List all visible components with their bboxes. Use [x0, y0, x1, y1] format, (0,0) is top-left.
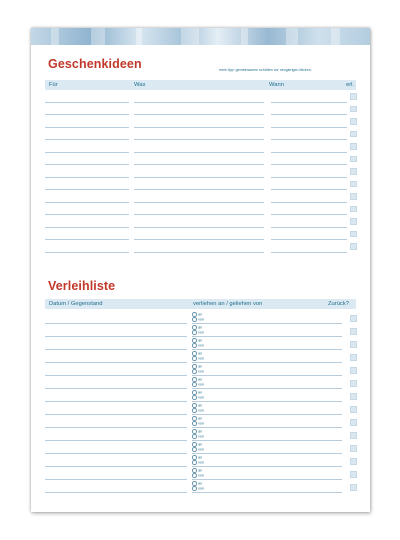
lending-option-von[interactable]: [192, 395, 204, 400]
lending-option-an[interactable]: [192, 481, 202, 486]
lending-row: [45, 415, 356, 428]
radio-circle-icon[interactable]: [192, 455, 197, 460]
lending-returned-checkbox[interactable]: [350, 458, 357, 465]
option-label: an: [198, 364, 203, 369]
lending-person-line[interactable]: [192, 492, 342, 493]
lending-option-an[interactable]: [192, 325, 202, 330]
lending-table-body: [45, 311, 356, 493]
gift-done-checkbox[interactable]: [350, 181, 357, 188]
radio-circle-icon[interactable]: [192, 447, 197, 452]
option-label: an: [198, 416, 203, 421]
lending-returned-checkbox[interactable]: [350, 354, 357, 361]
gift-row: [45, 103, 356, 116]
gift-row: [45, 90, 356, 103]
radio-circle-icon[interactable]: [192, 486, 197, 491]
gift-row: [45, 178, 356, 191]
planner-page: [31, 28, 370, 512]
gift-wann-line[interactable]: [271, 252, 347, 253]
lending-option-an[interactable]: [192, 377, 202, 382]
option-label: an: [198, 481, 203, 486]
radio-circle-icon[interactable]: [192, 351, 197, 356]
gift-done-checkbox[interactable]: [350, 193, 357, 200]
lending-option-von[interactable]: [192, 434, 204, 439]
option-label: von: [198, 473, 204, 478]
option-label: von: [198, 343, 204, 348]
option-label: von: [198, 382, 204, 387]
lending-option-von[interactable]: [192, 447, 204, 452]
lending-returned-checkbox[interactable]: [350, 341, 357, 348]
lending-table-header: [45, 299, 356, 309]
option-label: von: [198, 356, 204, 361]
option-label: von: [198, 317, 204, 322]
lending-option-von[interactable]: [192, 343, 204, 348]
option-label: an: [198, 390, 203, 395]
radio-circle-icon[interactable]: [192, 460, 197, 465]
lending-list-title: Verleihliste: [48, 279, 116, 293]
option-label: von: [198, 395, 204, 400]
gift-row: [45, 190, 356, 203]
lending-row: [45, 376, 356, 389]
col-wann: Wann: [269, 82, 284, 88]
radio-circle-icon[interactable]: [192, 343, 197, 348]
option-label: an: [198, 338, 203, 343]
option-label: von: [198, 421, 204, 426]
lending-returned-checkbox[interactable]: [350, 380, 357, 387]
radio-circle-icon[interactable]: [192, 434, 197, 439]
col-erledigt: erl.: [346, 82, 355, 88]
col-fuer: Für: [49, 82, 58, 88]
col-was: Was: [134, 82, 146, 88]
lending-option-von[interactable]: [192, 473, 204, 478]
gift-row: [45, 115, 356, 128]
lending-option-an[interactable]: [192, 403, 202, 408]
lending-row: [45, 363, 356, 376]
lending-row: [45, 311, 356, 324]
gift-done-checkbox[interactable]: [350, 231, 357, 238]
col-datum-gegenstand: Datum / Gegenstand: [49, 301, 103, 307]
radio-circle-icon[interactable]: [192, 442, 197, 447]
radio-circle-icon[interactable]: [192, 403, 197, 408]
gift-done-checkbox[interactable]: [350, 168, 357, 175]
option-label: an: [198, 403, 203, 408]
lending-option-an[interactable]: [192, 442, 202, 447]
radio-circle-icon[interactable]: [192, 481, 197, 486]
lending-option-an[interactable]: [192, 416, 202, 421]
gift-done-checkbox[interactable]: [350, 243, 357, 250]
lending-row: [45, 428, 356, 441]
radio-circle-icon[interactable]: [192, 356, 197, 361]
option-label: an: [198, 377, 203, 382]
radio-circle-icon[interactable]: [192, 416, 197, 421]
lending-option-an[interactable]: [192, 455, 202, 460]
lending-option-an[interactable]: [192, 429, 202, 434]
lending-row: [45, 441, 356, 454]
lending-returned-checkbox[interactable]: [350, 315, 357, 322]
gift-row: [45, 228, 356, 241]
option-label: an: [198, 312, 203, 317]
option-label: an: [198, 442, 203, 447]
option-label: an: [198, 351, 203, 356]
lending-option-von[interactable]: [192, 317, 204, 322]
option-label: an: [198, 429, 203, 434]
lending-returned-checkbox[interactable]: [350, 393, 357, 400]
lending-row: [45, 389, 356, 402]
gift-done-checkbox[interactable]: [350, 93, 357, 100]
gift-table-header: [45, 80, 356, 90]
lending-returned-checkbox[interactable]: [350, 471, 357, 478]
option-label: von: [198, 330, 204, 335]
radio-circle-icon[interactable]: [192, 317, 197, 322]
lending-returned-checkbox[interactable]: [350, 432, 357, 439]
radio-circle-icon[interactable]: [192, 382, 197, 387]
lending-row: [45, 402, 356, 415]
gift-row: [45, 140, 356, 153]
option-label: von: [198, 447, 204, 452]
lending-option-von[interactable]: [192, 330, 204, 335]
option-label: von: [198, 486, 204, 491]
lending-option-an[interactable]: [192, 364, 202, 369]
gift-row: [45, 215, 356, 228]
option-label: von: [198, 408, 204, 413]
lending-option-an[interactable]: [192, 351, 202, 356]
gift-done-checkbox[interactable]: [350, 131, 357, 138]
radio-circle-icon[interactable]: [192, 369, 197, 374]
lending-option-an[interactable]: [192, 390, 202, 395]
gift-table-body: [45, 90, 356, 253]
gift-row: [45, 165, 356, 178]
header-banner-image: [31, 28, 370, 45]
radio-circle-icon[interactable]: [192, 364, 197, 369]
radio-circle-icon[interactable]: [192, 377, 197, 382]
lending-returned-checkbox[interactable]: [350, 367, 357, 374]
option-label: an: [198, 325, 203, 330]
lending-row: [45, 324, 356, 337]
lending-row: [45, 337, 356, 350]
col-zurueck: Zurück?: [328, 301, 349, 307]
gift-done-checkbox[interactable]: [350, 206, 357, 213]
radio-circle-icon[interactable]: [192, 421, 197, 426]
gift-row: [45, 203, 356, 216]
gift-fuer-line[interactable]: [45, 252, 129, 253]
gift-done-checkbox[interactable]: [350, 156, 357, 163]
option-label: von: [198, 434, 204, 439]
radio-circle-icon[interactable]: [192, 468, 197, 473]
lending-option-von[interactable]: [192, 369, 204, 374]
radio-circle-icon[interactable]: [192, 325, 197, 330]
lending-option-von[interactable]: [192, 356, 204, 361]
lending-row: [45, 480, 356, 493]
option-label: von: [198, 460, 204, 465]
lending-item-line[interactable]: [45, 492, 187, 493]
radio-circle-icon[interactable]: [192, 408, 197, 413]
option-label: an: [198, 468, 203, 473]
gift-row: [45, 128, 356, 141]
gift-done-checkbox[interactable]: [350, 218, 357, 225]
lending-row: [45, 454, 356, 467]
radio-circle-icon[interactable]: [192, 473, 197, 478]
gift-done-checkbox[interactable]: [350, 118, 357, 125]
lending-row: [45, 350, 356, 363]
radio-circle-icon[interactable]: [192, 312, 197, 317]
radio-circle-icon[interactable]: [192, 330, 197, 335]
gift-was-line[interactable]: [134, 252, 264, 253]
option-label: von: [198, 369, 204, 374]
lending-option-von[interactable]: [192, 382, 204, 387]
lending-returned-checkbox[interactable]: [350, 328, 357, 335]
lending-option-an[interactable]: [192, 468, 202, 473]
lending-option-von[interactable]: [192, 421, 204, 426]
lending-option-von[interactable]: [192, 486, 204, 491]
gift-tagline: mein tipp: gemeinsamen schütten vor neugierigen blicken.: [219, 68, 312, 72]
lending-returned-checkbox[interactable]: [350, 406, 357, 413]
gift-ideas-title: Geschenkideen: [48, 57, 142, 71]
gift-done-checkbox[interactable]: [350, 143, 357, 150]
lending-option-an[interactable]: [192, 338, 202, 343]
lending-option-von[interactable]: [192, 408, 204, 413]
radio-circle-icon[interactable]: [192, 390, 197, 395]
radio-circle-icon[interactable]: [192, 338, 197, 343]
lending-returned-checkbox[interactable]: [350, 445, 357, 452]
lending-row: [45, 467, 356, 480]
lending-returned-checkbox[interactable]: [350, 419, 357, 426]
radio-circle-icon[interactable]: [192, 429, 197, 434]
gift-row: [45, 240, 356, 253]
option-label: an: [198, 455, 203, 460]
col-verliehen-geliehen: verliehen an / geliehen von: [193, 301, 263, 307]
lending-option-an[interactable]: [192, 312, 202, 317]
radio-circle-icon[interactable]: [192, 395, 197, 400]
gift-row: [45, 153, 356, 166]
lending-returned-checkbox[interactable]: [350, 484, 357, 491]
lending-option-von[interactable]: [192, 460, 204, 465]
gift-done-checkbox[interactable]: [350, 106, 357, 113]
